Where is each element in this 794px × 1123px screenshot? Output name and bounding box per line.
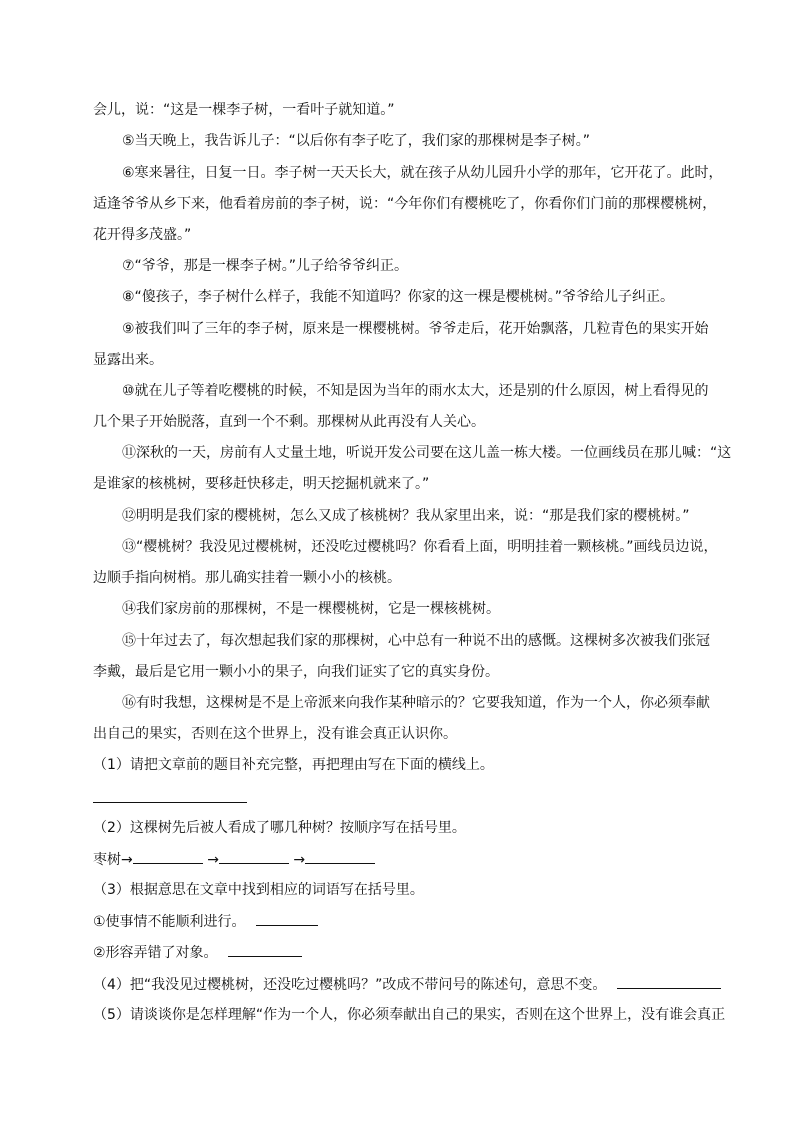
passage-line: 李戴，最后是它用一颗小小的果子，向我们证实了它的真实身份。 (93, 664, 499, 680)
paragraph-6: ⑥寒来暑往，日复一日。李子树一天天长大，就在孩子从幼儿园升小学的那年，它开花了。此时， (122, 165, 723, 181)
question-2-chain (93, 849, 713, 870)
paragraph-7: ⑦“爷爷，那是一棵李子树。”儿子给爷爷纠正。 (122, 258, 409, 274)
question-3-b-text: ②形容弄错了对象。 (93, 945, 218, 961)
paragraph-15: ⑮十年过去了，每次想起我们家的那棵树，心中总有一种说不出的感慨。这棵树多次被我们张冠 (122, 633, 710, 649)
blank-q3-b[interactable] (228, 942, 302, 957)
passage-line: 是谁家的核桃树，要移赶快移走，明天挖掘机就来了。” (93, 476, 430, 492)
passage-line: 边顺手指向树梢。那儿确实挂着一颗小小的核桃。 (93, 570, 401, 586)
paragraph-11: ⑪深秋的一天，房前有人丈量土地，听说开发公司要在这儿盖一栋大楼。一位画线员在那儿喊：“这 (122, 445, 732, 461)
blank-tree-3[interactable] (305, 849, 375, 864)
question-4 (93, 974, 723, 995)
paragraph-16: ⑯有时我想，这棵树是不是上帝派来向我作某种暗示的？它要我知道，作为一个人，你必须奉献 (122, 695, 710, 711)
answer-line-q1[interactable] (93, 802, 247, 803)
question-5: （5）请谈谈你是怎样理解“作为一个人，你必须奉献出自己的果实，否则在这个世界上，没有谁会真正 (93, 1007, 726, 1023)
blank-q3-a[interactable] (256, 911, 318, 926)
paragraph-13: ⑬“樱桃树？我没见过樱桃树，还没吃过樱桃吗？你看看上面，明明挂着一颗核桃。”画线员边说， (122, 539, 718, 555)
arrow: → (293, 852, 306, 868)
blank-q4[interactable] (617, 974, 721, 989)
question-3: （3）根据意思在文章中找到相应的词语写在括号里。 (93, 882, 424, 898)
paragraph-10: ⑩就在儿子等着吃樱桃的时候，不知是因为当年的雨水太大，还是别的什么原因，树上看得见的 (122, 383, 709, 399)
question-2: （2）这棵树先后被人看成了哪几种树？按顺序写在括号里。 (93, 820, 466, 836)
arrow: → (121, 852, 133, 868)
passage-line: 适逢爷爷从乡下来，他看着房前的李子树，说：“今年你们有樱桃吃了，你看你们门前的那棵樱桃树， (93, 196, 717, 212)
question-3-a-text: ①使事情不能顺利进行。 (93, 914, 246, 930)
blank-tree-2[interactable] (219, 849, 289, 864)
paragraph-5: ⑤当天晚上，我告诉儿子：“以后你有李子吃了，我们家的那棵树是李子树。” (122, 133, 591, 149)
arrow: → (207, 852, 219, 868)
paragraph-14: ⑭我们家房前的那棵树，不是一棵樱桃树，它是一棵核桃树。 (122, 601, 500, 617)
question-3-b (93, 942, 713, 963)
paragraph-8: ⑧“傻孩子，李子树什么样子，我能不知道吗？你家的这一棵是樱桃树。”爷爷给儿子纠正。 (122, 289, 675, 305)
passage-line: 会儿，说：“这是一棵李子树，一看叶子就知道。” (93, 102, 395, 118)
blank-tree-1[interactable] (133, 849, 203, 864)
chain-start: 枣树 (93, 852, 121, 868)
question-3-a (93, 911, 713, 932)
question-4-text: （4）把“我没见过樱桃树，还没吃过樱桃吗？”改成不带问号的陈述句，意思不变。 (93, 977, 607, 993)
passage-line: 花开得多茂盛。” (93, 227, 192, 243)
question-1: （1）请把文章前的题目补充完整，再把理由写在下面的横线上。 (93, 757, 494, 773)
passage-line: 显露出来。 (93, 352, 163, 368)
passage-line: 出自己的果实，否则在这个世界上，没有谁会真正认识你。 (93, 726, 457, 742)
paragraph-12: ⑫明明是我们家的樱桃树，怎么又成了核桃树？我从家里出来，说：“那是我们家的樱桃树。” (122, 508, 690, 524)
paragraph-9: ⑨被我们叫了三年的李子树，原来是一棵樱桃树。爷爷走后，花开始飘落，几粒青色的果实开始 (122, 321, 709, 337)
passage-line: 几个果子开始脱落，直到一个不剩。那棵树从此再没有人关心。 (93, 414, 485, 430)
